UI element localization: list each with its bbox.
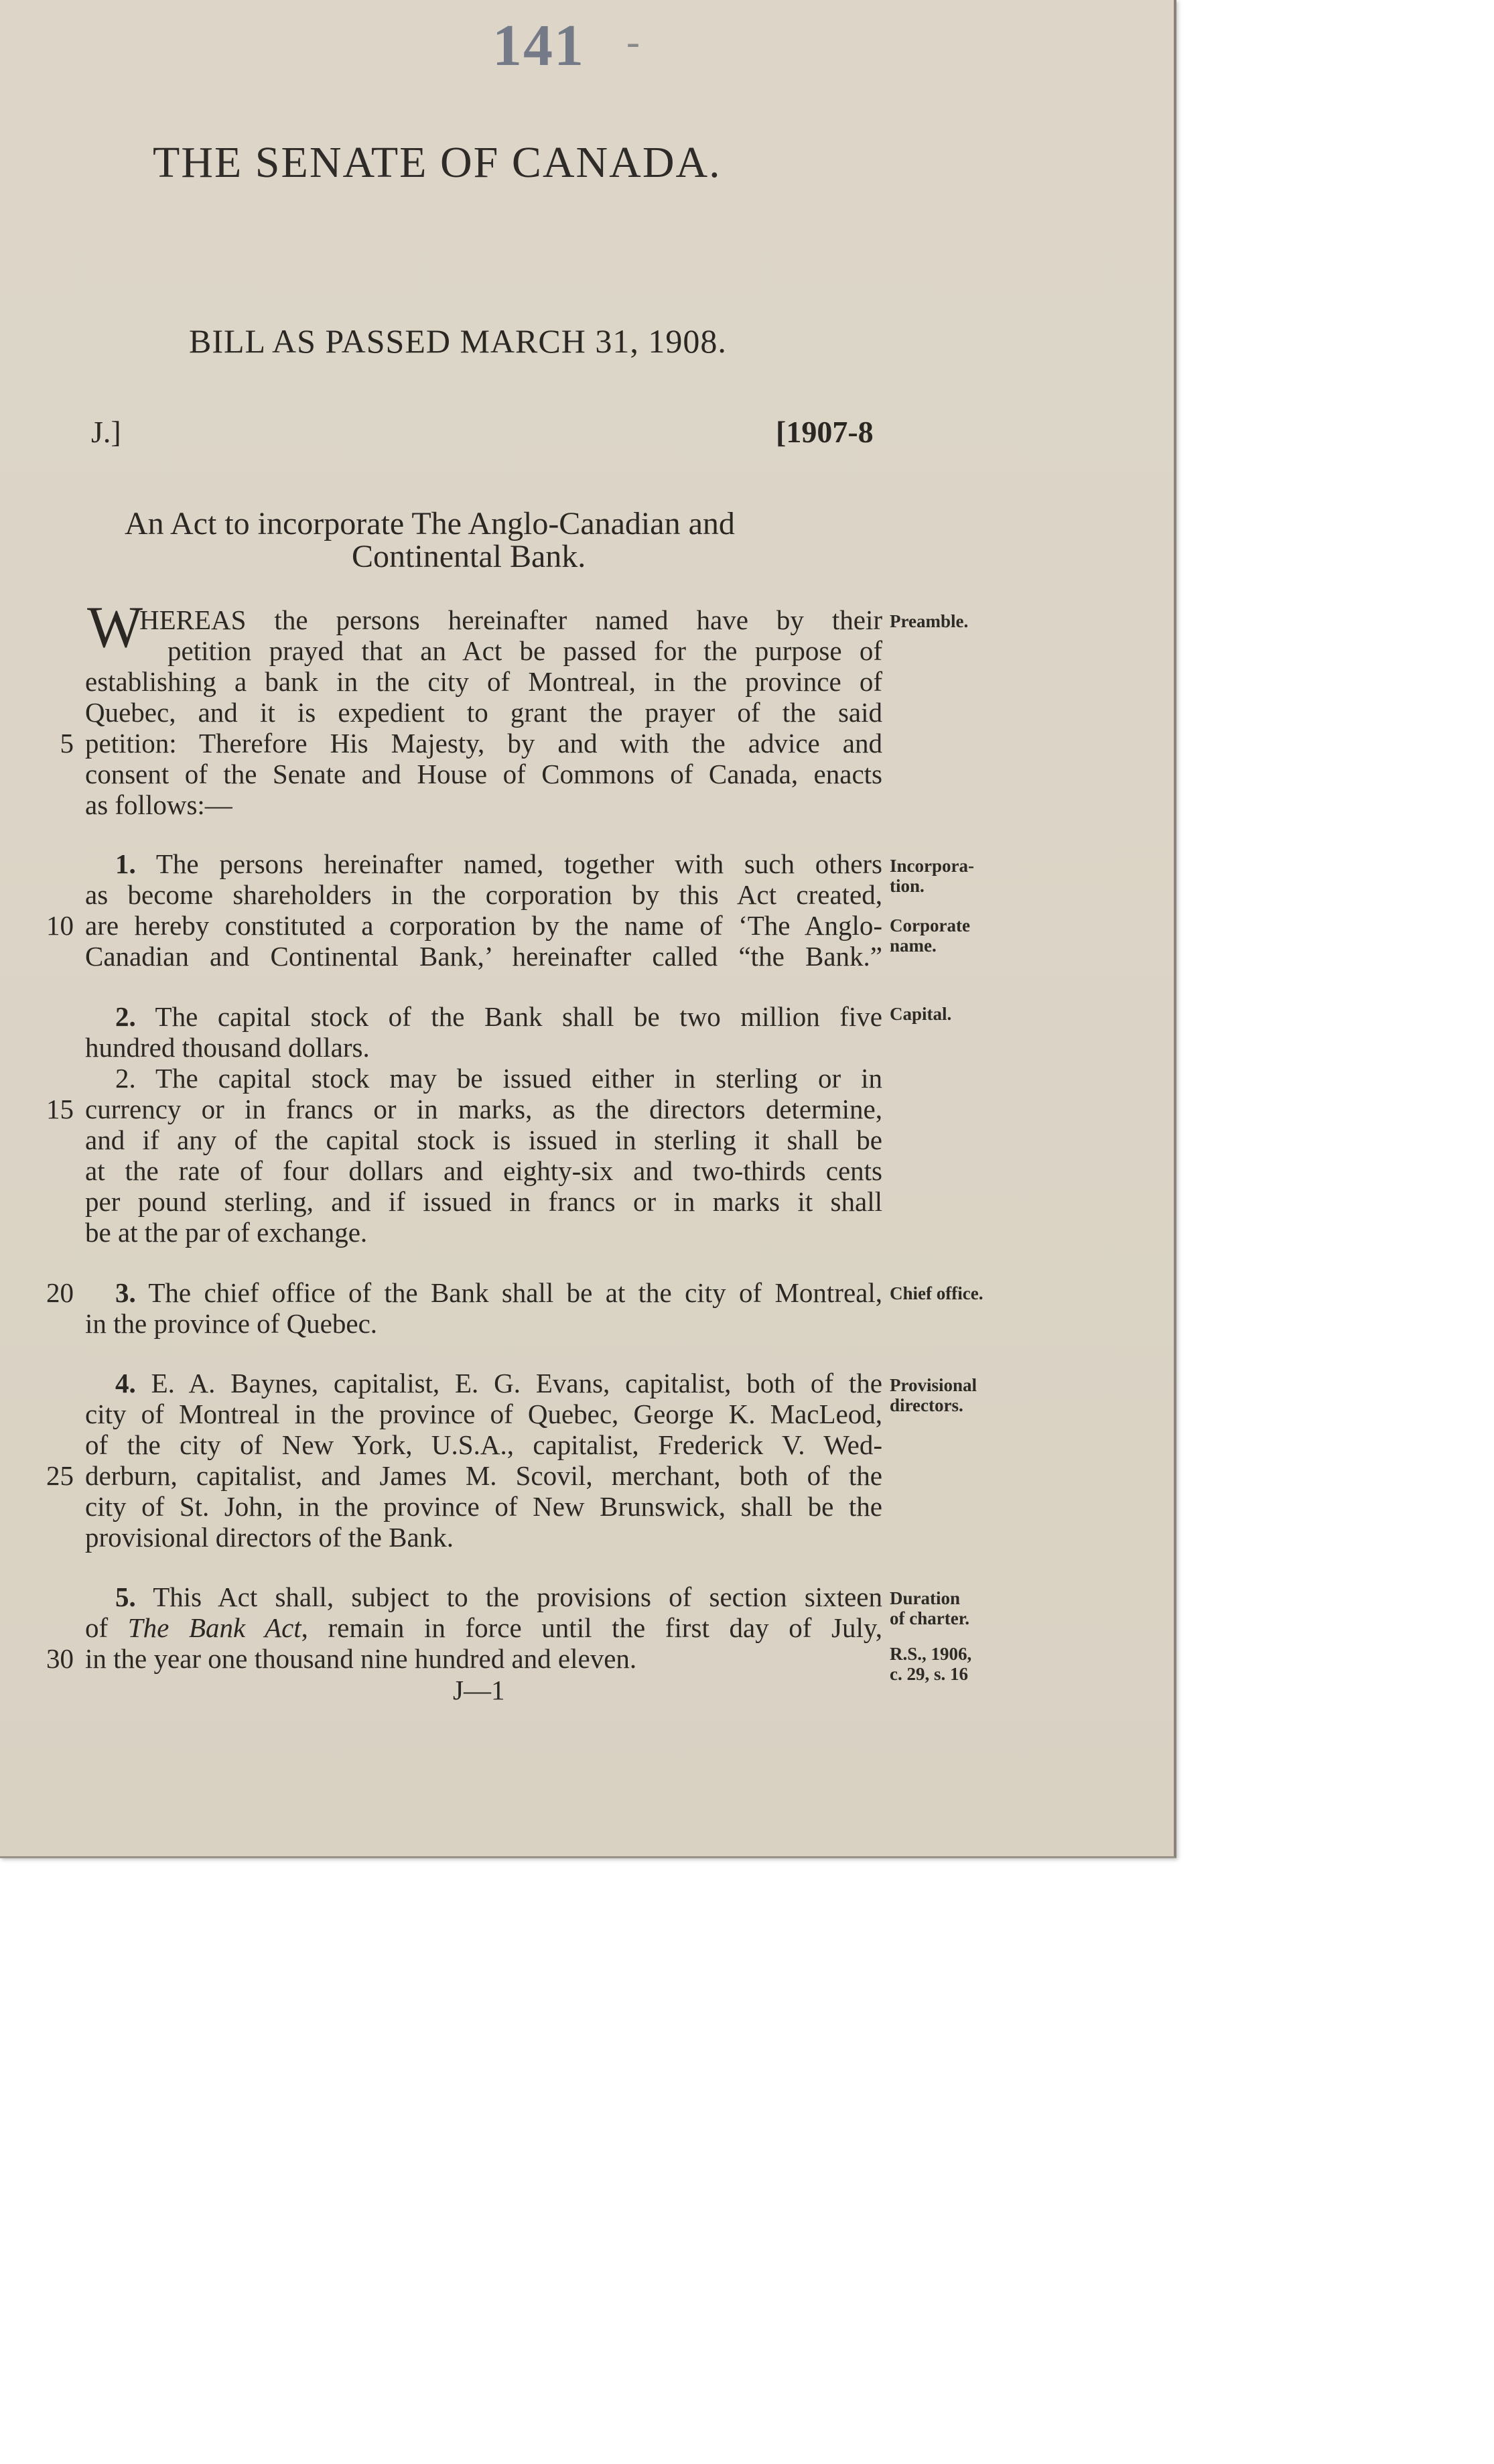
preamble-line: Quebec, and it is expedient to grant the prayer of the said: [85, 697, 882, 728]
bill-series: J.]: [91, 415, 121, 449]
section-2-line: currency or in francs or in marks, as the directors determine,: [85, 1094, 882, 1124]
margin-note-chief-office: Chief office.: [890, 1283, 983, 1303]
margin-note-statute-ref: R.S., 1906,: [890, 1644, 972, 1664]
section-3-line: 3. The chief office of the Bank shall be at the city of Montreal,: [115, 1277, 882, 1308]
margin-note-capital: Capital.: [890, 1004, 952, 1024]
section-2-line: be at the par of exchange.: [85, 1217, 368, 1248]
margin-note-incorporation: tion.: [890, 876, 925, 896]
section-1-line: are hereby constituted a corporation by the name of ‘The Anglo-: [85, 910, 882, 941]
bill-session: [1907-8: [776, 415, 874, 449]
section-1-line: Canadian and Continental Bank,’ hereinafter called “the Bank.”: [85, 941, 882, 972]
section-5-line: of The Bank Act, remain in force until the first day of July,: [85, 1612, 882, 1643]
line-number: 20: [46, 1277, 74, 1308]
section-number: 1.: [115, 848, 136, 879]
section-4-line: city of Montreal in the province of Quebec, George K. MacLeod,: [85, 1399, 882, 1429]
drop-cap: W: [87, 595, 143, 660]
section-2-line: and if any of the capital stock is issued in sterling it shall be: [85, 1124, 882, 1155]
line-number: 25: [46, 1460, 74, 1491]
line-number: 15: [46, 1094, 74, 1124]
bill-passed-heading: BILL AS PASSED MARCH 31, 1908.: [189, 322, 727, 360]
section-5-line: in the year one thousand nine hundred and eleven.: [85, 1643, 637, 1674]
margin-note-duration: of charter.: [890, 1608, 969, 1628]
preamble-line: consent of the Senate and House of Commons of Canada, enacts: [85, 759, 882, 789]
section-number: 3.: [115, 1277, 136, 1308]
section-1-line: 1. The persons hereinafter named, together with such others: [115, 848, 882, 879]
section-1-line: as become shareholders in the corporation by this Act created,: [85, 879, 882, 910]
section-4-line: derburn, capitalist, and James M. Scovil, merchant, both of the: [85, 1460, 882, 1491]
preamble-line: petition prayed that an Act be passed for the purpose of: [167, 635, 882, 666]
preamble-line: establishing a bank in the city of Montreal, in the province of: [85, 666, 882, 697]
section-2-line: 2. The capital stock may be issued either in sterling or in: [115, 1063, 882, 1094]
margin-note-corporate-name: name.: [890, 935, 937, 956]
margin-note-duration: Duration: [890, 1588, 961, 1608]
act-title-line-2: Continental Bank.: [352, 539, 586, 574]
page-number-dash: -: [626, 19, 640, 64]
preamble-line: as follows:—: [85, 789, 232, 820]
section-number: 4.: [115, 1368, 136, 1399]
section-2-line: hundred thousand dollars.: [85, 1032, 370, 1063]
section-2-line: per pound sterling, and if issued in francs or in marks it shall: [85, 1186, 882, 1217]
margin-note-preamble: Preamble.: [890, 611, 969, 631]
section-number: 2.: [115, 1001, 136, 1032]
margin-note-incorporation: Incorpora-: [890, 856, 974, 876]
margin-note-provisional-directors: Provisional: [890, 1375, 977, 1395]
preamble-line: petition: Therefore His Majesty, by and with the advice and: [85, 728, 882, 759]
act-title-line-1: An Act to incorporate The Anglo-Canadian and: [125, 506, 735, 541]
section-5-line: 5. This Act shall, subject to the provisions of section sixteen: [115, 1581, 882, 1612]
line-number: 30: [46, 1643, 74, 1674]
section-3-line: in the province of Quebec.: [85, 1308, 378, 1339]
preamble-line: HEREAS the persons hereinafter named have by their: [139, 604, 882, 635]
bank-act-reference: The Bank Act: [127, 1612, 301, 1643]
margin-note-corporate-name: Corporate: [890, 915, 970, 935]
section-number: 5.: [115, 1581, 136, 1612]
section-4-line: city of St. John, in the province of New Brunswick, shall be the: [85, 1491, 882, 1522]
section-4-line: of the city of New York, U.S.A., capitalist, Frederick V. Wed-: [85, 1429, 882, 1460]
line-number: 5: [60, 728, 74, 759]
margin-note-statute-ref: c. 29, s. 16: [890, 1664, 968, 1684]
margin-note-provisional-directors: directors.: [890, 1395, 963, 1415]
section-2-line: 2. The capital stock of the Bank shall be two million five: [115, 1001, 883, 1032]
senate-heading: THE SENATE OF CANADA.: [153, 138, 722, 187]
page-footer-signature: J—1: [453, 1675, 505, 1705]
section-4-line: 4. E. A. Baynes, capitalist, E. G. Evans, capitalist, both of the: [115, 1368, 882, 1399]
section-2-line: at the rate of four dollars and eighty-six and two-thirds cents: [85, 1155, 882, 1186]
section-4-line: provisional directors of the Bank.: [85, 1522, 454, 1553]
page-number: 141: [492, 13, 585, 78]
line-number: 10: [46, 910, 74, 941]
